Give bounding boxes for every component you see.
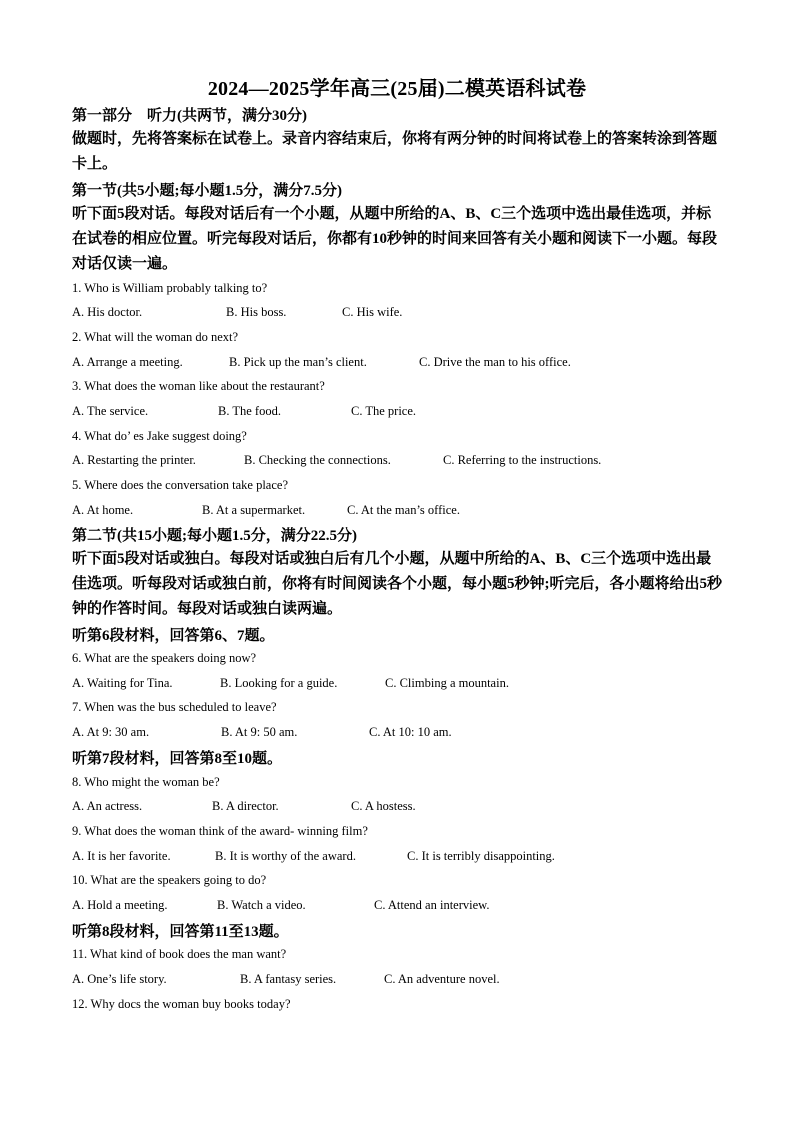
option-c[interactable]: C. Drive the man to his office. [419,355,571,369]
question-8: 8. Who might the woman be? [72,775,220,789]
option-c[interactable]: C. The price. [351,404,417,418]
option-a[interactable]: A. The service. [72,404,149,418]
option-c[interactable]: C. It is terribly disappointing. [407,849,555,863]
option-c[interactable]: C. A hostess. [351,799,416,813]
question-9: 9. What does the woman think of the award- winning film? [72,824,368,838]
question-10: 10. What are the speakers going to do? [72,873,267,887]
question-4: 4. What do’ es Jake suggest doing? [72,429,247,443]
option-a[interactable]: A. His doctor. [72,305,143,319]
option-c[interactable]: C. His wife. [342,305,403,319]
option-a[interactable]: A. One’s life story. [72,972,167,986]
material6-heading: 听第6段材料，回答第6、7题。 [72,628,275,644]
option-a[interactable]: A. At 9: 30 am. [72,725,150,739]
option-a[interactable]: A. It is her favorite. [72,849,171,863]
option-a[interactable]: A. Waiting for Tina. [72,676,173,690]
option-c[interactable]: C. Climbing a mountain. [385,676,509,690]
exam-title: 2024—2025学年高三(25届)二模英语科试卷 [207,78,587,100]
option-b[interactable]: B. At a supermarket. [202,503,306,517]
section1-instructions: 听下面5段对话。每段对话后有一个小题，从题中所给的A、B、C三个选项中选出最佳选项，并标在试卷的相应位置。听完每段对话后，你都有10秒钟的时间来回答有关小题和阅读下一小题。每段对话仅读一遍。 [72,206,718,272]
section1-heading: 第一节(共5小题;每小题1.5分，满分7.5分) [72,183,342,199]
option-a[interactable]: A. Hold a meeting. [72,898,168,912]
option-b[interactable]: B. The food. [218,404,281,418]
option-b[interactable]: B. Watch a video. [217,898,306,912]
option-b[interactable]: B. Looking for a guide. [220,676,338,690]
question-3: 3. What does the woman like about the restaurant? [72,379,325,393]
question-6: 6. What are the speakers doing now? [72,651,257,665]
option-a[interactable]: A. Arrange a meeting. [72,355,183,369]
option-c[interactable]: C. Referring to the instructions. [443,453,602,467]
section2-heading: 第二节(共15小题;每小题1.5分，满分22.5分) [72,528,357,544]
question-7: 7. When was the bus scheduled to leave? [72,700,277,714]
option-c[interactable]: C. At 10: 10 am. [369,725,452,739]
question-1: 1. Who is William probably talking to? [72,281,268,295]
part1-heading: 第一部分 听力(共两节，满分30分) [72,108,307,124]
option-a[interactable]: A. At home. [72,503,134,517]
option-b[interactable]: B. His boss. [226,305,287,319]
option-c[interactable]: C. An adventure novel. [384,972,500,986]
question-2: 2. What will the woman do next? [72,330,239,344]
option-b[interactable]: B. A director. [212,799,279,813]
option-c[interactable]: C. At the man’s office. [347,503,460,517]
option-c[interactable]: C. Attend an interview. [374,898,490,912]
option-b[interactable]: B. Checking the connections. [244,453,391,467]
material7-heading: 听第7段材料，回答第8至10题。 [72,751,283,767]
part1-instructions: 做题时，先将答案标在试卷上。录音内容结束后，你将有两分钟的时间将试卷上的答案转涂到答题卡上。 [72,131,718,172]
option-b[interactable]: B. A fantasy series. [240,972,337,986]
question-11: 11. What kind of book does the man want? [72,947,287,961]
question-5: 5. Where does the conversation take place? [72,478,288,492]
material8-heading: 听第8段材料，回答第11至13题。 [72,924,289,940]
option-a[interactable]: A. Restarting the printer. [72,453,196,467]
section2-instructions: 听下面5段对话或独白。每段对话或独白后有几个小题，从题中所给的A、B、C三个选项中选出最佳选项。听每段对话或独白前，你将有时间阅读各个小题，每小题5秒钟;听完后，各小题将给出5秒钟的作答时间。每段对话或独白读两遍。 [72,551,722,617]
option-a[interactable]: A. An actress. [72,799,143,813]
option-b[interactable]: B. Pick up the man’s client. [229,355,367,369]
question-12: 12. Why docs the woman buy books today? [72,997,291,1011]
option-b[interactable]: B. At 9: 50 am. [221,725,298,739]
option-b[interactable]: B. It is worthy of the award. [215,849,356,863]
